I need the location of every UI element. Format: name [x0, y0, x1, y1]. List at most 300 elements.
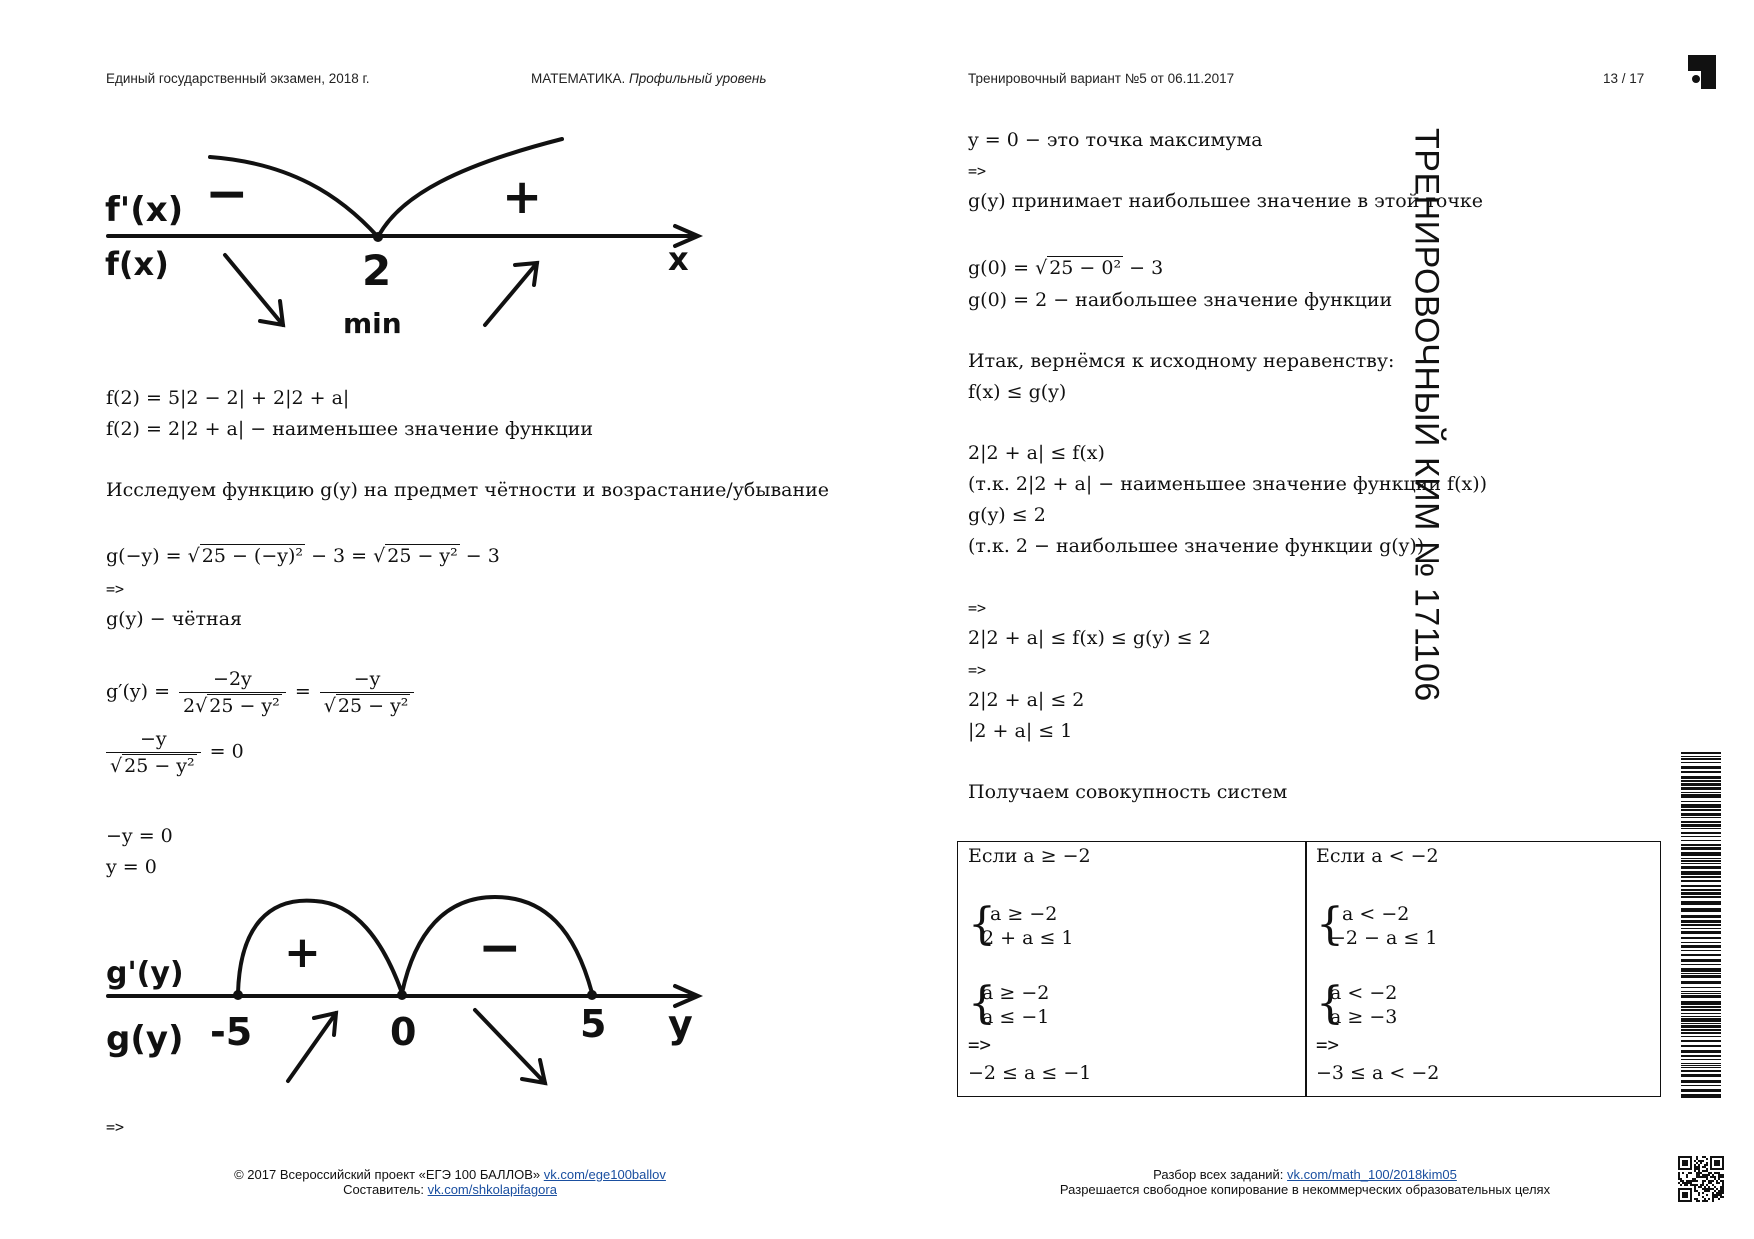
qr-module [1704, 1186, 1706, 1188]
ineq-1: 2|2 + a| ≤ f(x) [968, 442, 1105, 464]
barcode-bar [1681, 942, 1721, 943]
implies-end: => [106, 1118, 125, 1136]
qr-module [1702, 1196, 1704, 1198]
case-2-arrow: => [1316, 1034, 1339, 1056]
case-2-s1b: −2 − a ≤ 1 [1330, 927, 1438, 949]
qr-module [1698, 1192, 1700, 1194]
chain: 2|2 + a| ≤ f(x) ≤ g(y) ≤ 2 [968, 627, 1211, 649]
qr-module [1708, 1174, 1710, 1176]
g0-a: g(0) = [968, 257, 1036, 279]
qr-module [1694, 1178, 1696, 1180]
qr-module [1704, 1156, 1706, 1158]
qr-module [1718, 1160, 1720, 1162]
point-zero [397, 990, 407, 1000]
qr-module [1690, 1198, 1692, 1200]
qr-module [1684, 1196, 1686, 1198]
point-2: 2 [362, 246, 392, 295]
qr-module [1710, 1168, 1712, 1170]
tick-minus-5: -5 [210, 1010, 253, 1054]
qr-module [1680, 1188, 1682, 1190]
qr-module [1706, 1178, 1708, 1180]
qr-module [1698, 1170, 1700, 1172]
qr-module [1718, 1168, 1720, 1170]
z-eq: = 0 [203, 740, 244, 763]
barcode-bar [1681, 863, 1721, 864]
plus-sign: + [284, 927, 321, 978]
barcode-bar [1681, 880, 1721, 882]
qr-module [1714, 1176, 1716, 1178]
qr-module [1706, 1168, 1708, 1170]
qr-module [1712, 1180, 1714, 1182]
qr-module [1686, 1180, 1688, 1182]
increase-arrow-line [485, 263, 537, 325]
barcode-bar [1681, 783, 1721, 786]
case-1-arrow: => [968, 1034, 991, 1056]
barcode-bar [1681, 1013, 1721, 1014]
barcode-bar [1681, 828, 1721, 829]
barcode-bar [1681, 901, 1721, 905]
qr-module [1678, 1178, 1680, 1180]
back-text: Итак, вернёмся к исходному неравенству: [968, 350, 1395, 372]
qr-module [1682, 1164, 1684, 1166]
barcode [1681, 752, 1721, 1102]
qr-module [1692, 1178, 1694, 1180]
qr-module [1704, 1190, 1706, 1192]
qr-module [1720, 1190, 1722, 1192]
case-2-s2b: a ≥ −3 [1330, 1006, 1398, 1028]
cases-table [957, 841, 1661, 1097]
qr-module [1690, 1180, 1692, 1182]
header-pages: 13 / 17 [1603, 71, 1645, 86]
footer-copy-line [150, 1167, 750, 1182]
barcode-bar [1681, 896, 1721, 898]
barcode-bar [1681, 824, 1721, 827]
axis-x-label: x [668, 240, 689, 278]
gp-d1a: 2 [183, 695, 196, 717]
qr-module [1714, 1160, 1716, 1162]
qr-module [1718, 1172, 1720, 1174]
qr-module [1688, 1168, 1690, 1170]
barcode-bar [1681, 771, 1721, 773]
qr-module [1698, 1172, 1700, 1174]
barcode-bar [1681, 758, 1721, 760]
barcode-bar [1681, 794, 1721, 798]
qr-module [1694, 1166, 1696, 1168]
qr-module [1702, 1174, 1704, 1176]
qr-module [1722, 1160, 1724, 1162]
qr-module [1718, 1164, 1720, 1166]
barcode-bar [1681, 1050, 1721, 1053]
qr-module [1702, 1180, 1704, 1182]
qr-module [1708, 1186, 1710, 1188]
footer-link-ege[interactable]: vk.com/ege100ballov [543, 1167, 666, 1182]
qr-module [1698, 1164, 1700, 1166]
qr-module [1690, 1162, 1692, 1164]
sqrt-sign: √ [373, 545, 386, 567]
qr-module [1690, 1156, 1692, 1158]
footer-author-line [150, 1182, 750, 1197]
fraction-2 [320, 668, 415, 717]
qr-module [1690, 1158, 1692, 1160]
tick-5: 5 [580, 1002, 607, 1046]
footer-link-author[interactable]: vk.com/shkolapifagora [427, 1182, 557, 1197]
qr-module [1710, 1172, 1712, 1174]
qr-module [1720, 1194, 1722, 1196]
qr-module [1718, 1192, 1720, 1194]
barcode-bar [1681, 908, 1721, 912]
qr-module [1688, 1182, 1690, 1184]
sign-chart-f [100, 125, 710, 345]
qr-module [1694, 1184, 1696, 1186]
case-1-head: Если a ≥ −2 [968, 845, 1091, 867]
barcode-bar [1681, 787, 1721, 790]
qr-module [1718, 1194, 1720, 1196]
qr-module [1718, 1198, 1720, 1200]
qr-code [1678, 1156, 1724, 1202]
qr-module [1712, 1168, 1714, 1170]
decrease-arrow-line [225, 255, 283, 325]
qr-module [1696, 1168, 1698, 1170]
qr-module [1700, 1160, 1702, 1162]
qr-module [1682, 1180, 1684, 1182]
barcode-bar [1681, 858, 1721, 859]
minus-sign: − [205, 164, 249, 224]
barcode-bar [1681, 954, 1721, 956]
barcode-bar [1681, 964, 1721, 965]
fprime-label: f'(x) [105, 190, 184, 230]
z-den-wrap: √ 25 − y² [110, 755, 195, 777]
implies-1: => [106, 580, 125, 598]
case-2-s2a: a < −2 [1330, 982, 1398, 1004]
ymax: y = 0 − это точка максимума [968, 129, 1263, 151]
qr-module [1684, 1200, 1686, 1202]
qr-module [1678, 1196, 1680, 1198]
qr-module [1710, 1166, 1712, 1168]
qr-module [1722, 1182, 1724, 1184]
barcode-bar [1681, 889, 1721, 891]
qr-module [1698, 1166, 1700, 1168]
qr-module [1716, 1160, 1718, 1162]
qr-module [1690, 1188, 1692, 1190]
barcode-bar [1681, 1063, 1721, 1064]
barcode-bar [1681, 1055, 1721, 1057]
barcode-bar [1681, 836, 1721, 837]
qr-module [1696, 1200, 1698, 1202]
qr-module [1684, 1192, 1686, 1194]
qr-module [1710, 1164, 1712, 1166]
barcode-bar [1681, 860, 1721, 862]
barcode-bar [1681, 1032, 1721, 1034]
qr-module [1720, 1186, 1722, 1188]
implies-r2: => [968, 599, 987, 617]
header-subject-name: МАТЕМАТИКА. [531, 71, 626, 86]
barcode-bar [1681, 801, 1721, 802]
qr-module [1700, 1176, 1702, 1178]
barcode-bar [1681, 945, 1721, 948]
qr-module [1722, 1192, 1724, 1194]
barcode-bar [1681, 968, 1721, 972]
qr-module [1682, 1188, 1684, 1190]
barcode-bar [1681, 993, 1721, 994]
barcode-bar [1681, 1018, 1721, 1022]
qr-module [1706, 1162, 1708, 1164]
qr-module [1684, 1164, 1686, 1166]
gp-d1r: 25 − y² [209, 695, 280, 717]
qr-module [1680, 1156, 1682, 1158]
neg-y-zero: −y = 0 [106, 825, 173, 847]
barcode-bar [1681, 1029, 1721, 1031]
qr-module [1704, 1174, 1706, 1176]
barcode-bar [1681, 1023, 1721, 1024]
barcode-bar [1681, 1025, 1721, 1028]
qr-module [1686, 1182, 1688, 1184]
barcode-bar [1681, 1009, 1721, 1011]
qr-module [1696, 1156, 1698, 1158]
qr-module [1682, 1172, 1684, 1174]
qr-module [1698, 1168, 1700, 1170]
qr-module [1696, 1190, 1698, 1192]
corner-marker-icon [1688, 55, 1716, 89]
gp-n2: −y [320, 668, 415, 693]
barcode-bar [1681, 937, 1721, 939]
footer-copy: © 2017 Всероссийский проект «ЕГЭ 100 БАЛЛОВ» [234, 1167, 541, 1182]
qr-module [1690, 1182, 1692, 1184]
implies-r3: => [968, 661, 987, 679]
qr-module [1720, 1168, 1722, 1170]
qr-module [1722, 1174, 1724, 1176]
qr-module [1710, 1162, 1712, 1164]
qr-module [1696, 1166, 1698, 1168]
gmax: g(y) принимает наибольшее значение в этой точке [968, 190, 1484, 212]
qr-module [1720, 1192, 1722, 1194]
fraction-1 [179, 668, 286, 717]
qr-module [1686, 1196, 1688, 1198]
barcode-bar [1681, 1065, 1721, 1066]
qr-module [1714, 1196, 1716, 1198]
qr-module [1682, 1160, 1684, 1162]
qr-module [1690, 1190, 1692, 1192]
qr-module [1678, 1192, 1680, 1194]
barcode-bar [1681, 844, 1721, 846]
barcode-bar [1681, 1067, 1721, 1068]
brace-icon: { [1316, 978, 1344, 1029]
qr-module [1698, 1194, 1700, 1196]
qr-module [1716, 1156, 1718, 1158]
barcode-bar [1681, 987, 1721, 988]
g0-r: 25 − 0² [1049, 257, 1122, 279]
qr-module [1702, 1166, 1704, 1168]
gp-d2: √ 25 − y² [323, 695, 409, 717]
qr-module [1686, 1164, 1688, 1166]
qr-module [1708, 1190, 1710, 1192]
qr-module [1678, 1160, 1680, 1162]
qr-module [1686, 1174, 1688, 1176]
barcode-bar [1681, 920, 1721, 923]
header-subject [531, 71, 766, 86]
qr-module [1718, 1156, 1720, 1158]
qr-module [1706, 1194, 1708, 1196]
qr-module [1702, 1182, 1704, 1184]
decrease-arrow-line [475, 1010, 545, 1083]
qr-module [1696, 1172, 1698, 1174]
qr-module [1684, 1184, 1686, 1186]
qr-module [1684, 1188, 1686, 1190]
qr-module [1686, 1168, 1688, 1170]
qr-module [1708, 1198, 1710, 1200]
ineq-2: g(y) ≤ 2 [968, 504, 1046, 526]
qr-module [1694, 1198, 1696, 1200]
plus-sign: + [502, 169, 543, 225]
sidebar-title-text: ТРЕНИРОВОЧНЫЙ КИМ № 171106 [1407, 128, 1446, 702]
qr-module [1704, 1180, 1706, 1182]
qr-module [1704, 1200, 1706, 1202]
qr-module [1696, 1198, 1698, 1200]
qr-module [1722, 1166, 1724, 1168]
qr-module [1708, 1172, 1710, 1174]
barcode-bar [1681, 1059, 1721, 1060]
qr-module [1712, 1188, 1714, 1190]
header-variant: Тренировочный вариант №5 от 06.11.2017 [968, 71, 1235, 86]
qr-module [1720, 1180, 1722, 1182]
qr-module [1682, 1194, 1684, 1196]
qr-module [1720, 1174, 1722, 1176]
qr-module [1720, 1156, 1722, 1158]
minus-sign: − [478, 918, 522, 978]
qr-module [1710, 1188, 1712, 1190]
qr-module [1718, 1182, 1720, 1184]
barcode-bar [1681, 762, 1721, 763]
qr-module [1678, 1166, 1680, 1168]
qr-module [1694, 1164, 1696, 1166]
qr-module [1678, 1182, 1680, 1184]
qr-module [1704, 1164, 1706, 1166]
barcode-bar [1681, 915, 1721, 918]
qr-module [1680, 1168, 1682, 1170]
f2-def: f(2) = 5|2 − 2| + 2|2 + a| [106, 387, 350, 409]
header-level: Профильный уровень [628, 71, 767, 86]
qr-module [1704, 1188, 1706, 1190]
qr-module [1686, 1156, 1688, 1158]
footer-left [150, 1167, 750, 1197]
qr-module [1706, 1164, 1708, 1166]
qr-module [1712, 1192, 1714, 1194]
qr-module [1678, 1164, 1680, 1166]
qr-module [1680, 1200, 1682, 1202]
qr-module [1720, 1188, 1722, 1190]
derivative-eq [106, 668, 417, 717]
qr-module [1714, 1194, 1716, 1196]
footer-review: Разбор всех заданий: [1153, 1167, 1284, 1182]
ineq-2-note: (т.к. 2 − наибольшее значение функции g(y)) [968, 535, 1425, 557]
case-1-s2a: a ≥ −2 [982, 982, 1050, 1004]
qr-module [1722, 1184, 1724, 1186]
barcode-bar [1681, 780, 1721, 782]
point-minus-5 [233, 990, 243, 1000]
qr-module [1706, 1190, 1708, 1192]
barcode-bar [1681, 950, 1721, 951]
qr-module [1690, 1166, 1692, 1168]
qr-module [1688, 1172, 1690, 1174]
barcode-bar [1681, 995, 1721, 998]
study-text: Исследуем функцию g(y) на предмет чётности и возрастание/убывание [106, 479, 830, 501]
barcode-bar [1681, 959, 1721, 962]
barcode-bar [1681, 1006, 1721, 1008]
qr-module [1702, 1156, 1704, 1158]
y-zero: y = 0 [106, 856, 157, 878]
qr-module [1694, 1186, 1696, 1188]
qr-module [1706, 1174, 1708, 1176]
increase-arrow-line [288, 1013, 336, 1081]
qr-module [1686, 1192, 1688, 1194]
footer-license: Разрешается свободное копирование в некоммерческих образовательных целях [1059, 1182, 1551, 1197]
qr-module [1702, 1160, 1704, 1162]
qr-module [1678, 1200, 1680, 1202]
qr-module [1716, 1194, 1718, 1196]
qr-module [1678, 1156, 1680, 1158]
barcode-bar [1681, 924, 1721, 926]
qr-module [1700, 1186, 1702, 1188]
qr-module [1684, 1194, 1686, 1196]
barcode-bar [1681, 809, 1721, 811]
qr-module [1722, 1168, 1724, 1170]
qr-module [1716, 1172, 1718, 1174]
brace-icon: { [968, 899, 996, 950]
barcode-bar [1681, 832, 1721, 834]
gp-d1: 2√ 25 − y² [183, 695, 280, 717]
footer-link-review[interactable]: vk.com/math_100/2018kim05 [1287, 1167, 1457, 1182]
qr-module [1702, 1192, 1704, 1194]
barcode-bar [1681, 752, 1721, 754]
qr-module [1722, 1196, 1724, 1198]
barcode-bar [1681, 885, 1721, 887]
qr-module [1688, 1180, 1690, 1182]
qr-module [1700, 1184, 1702, 1186]
qr-module [1684, 1162, 1686, 1164]
qr-module [1710, 1180, 1712, 1182]
barcode-bar [1681, 1001, 1721, 1005]
qr-module [1716, 1182, 1718, 1184]
barcode-bar [1681, 1074, 1721, 1077]
qr-module [1694, 1168, 1696, 1170]
g0-e: − 3 [1123, 257, 1164, 279]
qr-module [1712, 1194, 1714, 1196]
qr-module [1718, 1176, 1720, 1178]
qr-module [1718, 1162, 1720, 1164]
qr-module [1710, 1160, 1712, 1162]
qr-module [1686, 1162, 1688, 1164]
footer-right [1000, 1167, 1610, 1197]
case-2-s1a: a < −2 [1342, 903, 1410, 925]
qr-module [1718, 1174, 1720, 1176]
qr-module [1716, 1196, 1718, 1198]
sqrt-sign: √ [187, 545, 200, 567]
qr-module [1688, 1200, 1690, 1202]
qr-module [1678, 1194, 1680, 1196]
qr-module [1706, 1188, 1708, 1190]
fraction-3 [106, 728, 201, 777]
tick-zero: 0 [390, 1010, 417, 1054]
qr-module [1714, 1156, 1716, 1158]
barcode-bar [1681, 1089, 1721, 1092]
result-1: 2|2 + a| ≤ 2 [968, 689, 1085, 711]
qr-module [1722, 1188, 1724, 1190]
barcode-bar [1681, 776, 1721, 779]
qr-module [1682, 1196, 1684, 1198]
qr-module [1686, 1188, 1688, 1190]
qr-module [1702, 1184, 1704, 1186]
gp-d2r: 25 − y² [337, 695, 409, 717]
qr-module [1714, 1172, 1716, 1174]
